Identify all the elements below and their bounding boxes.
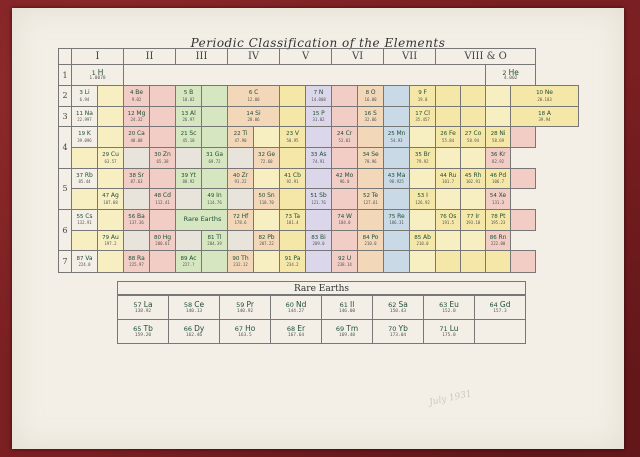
rare-earth-cell: 60 Nd 144.27 — [271, 296, 322, 320]
element-cell: 33 As 74.91 — [306, 147, 332, 168]
element-cell: 44 Ru 101.7 — [436, 168, 461, 189]
element-cell: 35 Br 79.92 — [410, 147, 436, 168]
element-cell: 19 K 39.096 — [72, 127, 98, 148]
period-label: 4 — [59, 127, 72, 168]
group-header-VI: VI — [332, 49, 384, 65]
element-cell: 90 Th 232.12 — [228, 251, 254, 273]
element-cell: 80 Hg 200.61 — [150, 230, 176, 251]
element-cell: 46 Pd 106.7 — [486, 168, 511, 189]
element-cell: 16 S 32.06 — [358, 106, 384, 127]
rare-earth-cell: 65 Tb 159.20 — [118, 320, 169, 344]
element-cell: 2 He 4.002 — [486, 65, 536, 86]
rare-earth-cell: 67 Ho 163.5 — [220, 320, 271, 344]
element-cell: 14 Si 28.06 — [228, 106, 280, 127]
element-cell: 1 H 1.0078 — [72, 65, 124, 86]
rare-earths-placeholder: Rare Earths — [176, 209, 228, 230]
element-cell: 34 Se 78.96 — [358, 147, 384, 168]
element-cell: 28 Ni 58.69 — [486, 127, 511, 148]
element-cell: 3 Li 6.94 — [72, 85, 98, 106]
period-label: 5 — [59, 168, 72, 209]
element-cell: 73 Ta 181.4 — [280, 209, 306, 230]
element-cell: 88 Ra 225.97 — [124, 251, 150, 273]
element-cell: 56 Ba 137.36 — [124, 209, 150, 230]
rare-earth-cell: 68 Er 167.64 — [271, 320, 322, 344]
rare-earth-cell: 62 Sa 150.43 — [373, 296, 424, 320]
faded-signature: July 1931 — [428, 389, 473, 408]
element-cell: 91 Pa 234.2 — [280, 251, 306, 273]
element-cell: 74 W 184.0 — [332, 209, 358, 230]
element-cell: 10 Ne 20.183 — [511, 85, 579, 106]
periodic-table — [58, 48, 579, 273]
element-cell: 32 Ge 72.60 — [254, 147, 280, 168]
period-label: 3 — [59, 106, 72, 127]
element-cell: 40 Zr 91.22 — [228, 168, 254, 189]
element-cell: 27 Co 58.94 — [461, 127, 486, 148]
element-cell: 17 Cl 35.457 — [410, 106, 436, 127]
element-cell: 41 Cb 92.91 — [280, 168, 306, 189]
element-cell: 43 Ma 98.925 — [384, 168, 410, 189]
element-cell: 85 Ab 210.0 — [410, 230, 436, 251]
element-cell: 29 Cu 63.57 — [98, 147, 124, 168]
element-cell: 82 Pb 207.22 — [254, 230, 280, 251]
rare-earth-cell: 61 Il 146.00 — [322, 296, 373, 320]
group-header-IV: IV — [228, 49, 280, 65]
element-cell: 39 Yt 88.92 — [176, 168, 202, 189]
element-cell: 52 Te 127.61 — [358, 189, 384, 210]
element-cell: 13 Al 26.97 — [176, 106, 202, 127]
element-cell: 31 Ga 69.72 — [202, 147, 228, 168]
element-cell: 25 Mn 54.93 — [384, 127, 410, 148]
rare-earth-cell: 71 Lu 175.0 — [424, 320, 475, 344]
element-cell: 53 I 126.92 — [410, 189, 436, 210]
rare-earth-cell: 59 Pr 140.92 — [220, 296, 271, 320]
rare-earth-cell: 66 Dy 162.46 — [169, 320, 220, 344]
element-cell: 15 P 31.02 — [306, 106, 332, 127]
group-header-V: V — [280, 49, 332, 65]
element-cell: 12 Mg 24.32 — [124, 106, 150, 127]
element-cell: 23 V 50.95 — [280, 127, 306, 148]
rare-earth-cell: 64 Gd 157.3 — [475, 296, 526, 320]
rare-earth-cell: 69 Tm 169.40 — [322, 320, 373, 344]
group-header-VIII-O: VIII & O — [436, 49, 536, 65]
element-cell: 11 Na 22.997 — [72, 106, 98, 127]
page-title: Periodic Classification of the Elements — [190, 36, 446, 50]
element-cell: 76 Os 191.5 — [436, 209, 461, 230]
element-cell: 22 Ti 47.90 — [228, 127, 254, 148]
element-cell: 81 Tl 204.39 — [202, 230, 228, 251]
element-cell: 92 U 238.14 — [332, 251, 358, 273]
element-cell: 54 Xe 131.3 — [486, 189, 511, 210]
element-cell: 5 B 10.82 — [176, 85, 202, 106]
group-header-II: II — [124, 49, 176, 65]
element-cell: 51 Sb 121.76 — [306, 189, 332, 210]
period-label: 6 — [59, 209, 72, 250]
group-header-VII: VII — [384, 49, 436, 65]
period-label: 7 — [59, 251, 72, 273]
element-cell: 78 Pt 195.23 — [486, 209, 511, 230]
element-cell: 9 F 19.0 — [410, 85, 436, 106]
element-cell: 18 A 39.94 — [511, 106, 579, 127]
element-cell: 8 O 16.00 — [358, 85, 384, 106]
element-cell: 4 Be 9.02 — [124, 85, 150, 106]
rare-earths-title: Rare Earths — [117, 281, 526, 295]
element-cell: 83 Bi 209.0 — [306, 230, 332, 251]
element-cell: 30 Zn 65.38 — [150, 147, 176, 168]
element-cell: 79 Au 197.2 — [98, 230, 124, 251]
element-cell: 72 Hf 178.6 — [228, 209, 254, 230]
element-cell: 86 Rn 222.00 — [486, 230, 511, 251]
element-cell: 55 Cs 132.91 — [72, 209, 98, 230]
element-cell: 38 Sr 87.63 — [124, 168, 150, 189]
rare-earths-table — [117, 295, 526, 344]
element-cell: 77 Ir 193.10 — [461, 209, 486, 230]
element-cell: 49 In 114.76 — [202, 189, 228, 210]
element-cell: 47 Ag 107.88 — [98, 189, 124, 210]
element-cell: 24 Cr 52.01 — [332, 127, 358, 148]
element-cell: 21 Sc 45.10 — [176, 127, 202, 148]
element-cell: 6 C 12.00 — [228, 85, 280, 106]
element-cell: 37 Rb 85.44 — [72, 168, 98, 189]
element-cell: 75 Re 186.31 — [384, 209, 410, 230]
rare-earth-cell: 57 La 138.92 — [118, 296, 169, 320]
element-cell: 48 Cd 112.41 — [150, 189, 176, 210]
rare-earth-cell: 70 Yb 173.04 — [373, 320, 424, 344]
rare-earth-cell: 63 Eu 152.0 — [424, 296, 475, 320]
element-cell: 20 Ca 40.08 — [124, 127, 150, 148]
element-cell: 7 N 14.008 — [306, 85, 332, 106]
element-cell: 89 Ac 227.? — [176, 251, 202, 273]
element-cell: 26 Fe 55.84 — [436, 127, 461, 148]
element-cell: 84 Po 210.0 — [358, 230, 384, 251]
group-header-III: III — [176, 49, 228, 65]
period-label: 2 — [59, 85, 72, 106]
element-cell: 36 Kr 82.92 — [486, 147, 511, 168]
element-cell: 50 Sn 118.70 — [254, 189, 280, 210]
group-header-I: I — [72, 49, 124, 65]
period-label: 1 — [59, 65, 72, 86]
element-cell: 87 Va 224.0 — [72, 251, 98, 273]
rare-earth-cell: 58 Ce 140.13 — [169, 296, 220, 320]
element-cell: 42 Mo 96.0 — [332, 168, 358, 189]
element-cell: 45 Rh 102.91 — [461, 168, 486, 189]
